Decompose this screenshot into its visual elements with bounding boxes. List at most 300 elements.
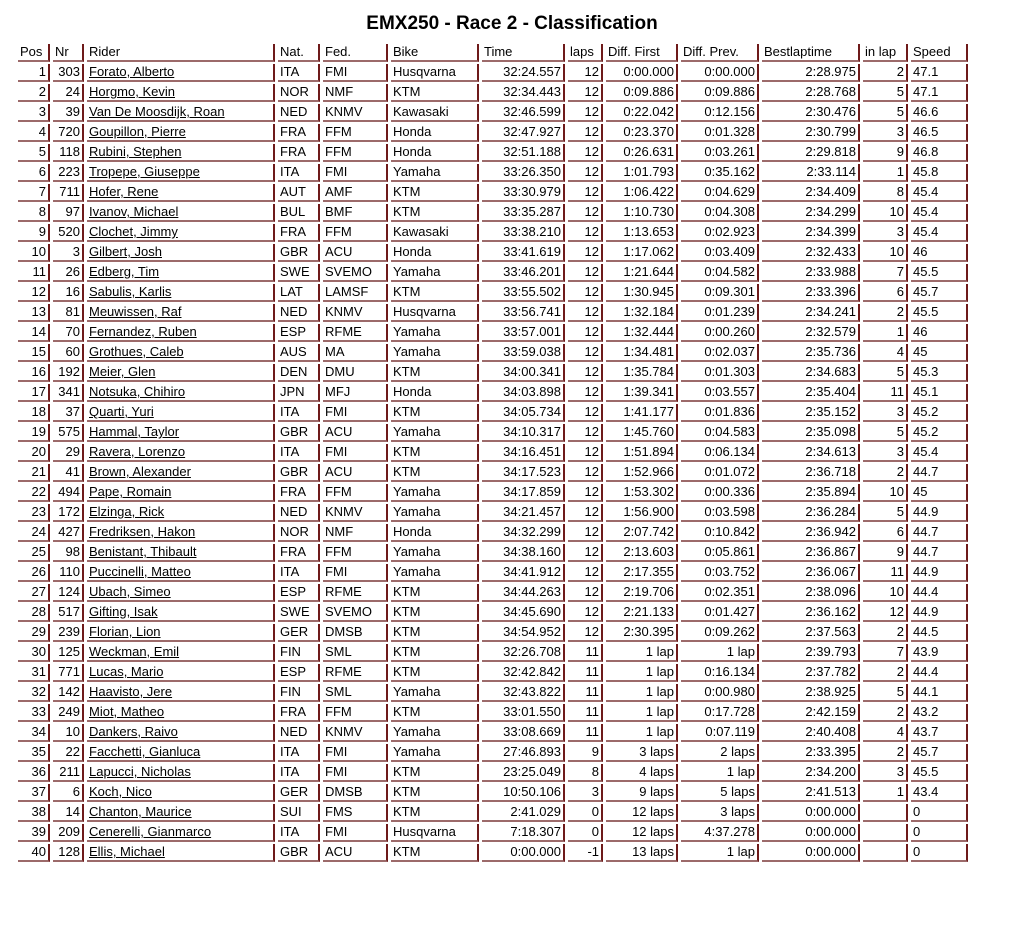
cell-laps: 12: [568, 164, 603, 182]
cell-in-lap: 3: [863, 444, 908, 462]
cell-bike: Honda: [391, 524, 479, 542]
cell-time: 23:25.049: [482, 764, 565, 782]
cell-time: 32:46.599: [482, 104, 565, 122]
cell-pos: 7: [18, 184, 50, 202]
cell-bike: Yamaha: [391, 744, 479, 762]
cell-laps: 11: [568, 724, 603, 742]
cell-nr: 37: [53, 404, 84, 422]
cell-time: 34:45.690: [482, 604, 565, 622]
cell-bestlaptime: 0:00.000: [762, 824, 860, 842]
cell-diff-first: 1:32.184: [606, 304, 678, 322]
cell-bestlaptime: 2:35.152: [762, 404, 860, 422]
cell-time: 32:47.927: [482, 124, 565, 142]
cell-time: 34:17.523: [482, 464, 565, 482]
cell-nat: SUI: [278, 804, 320, 822]
cell-nat: DEN: [278, 364, 320, 382]
cell-fed: FFM: [323, 124, 388, 142]
cell-rider: [87, 764, 275, 782]
cell-fed: DMU: [323, 364, 388, 382]
cell-laps: 3: [568, 784, 603, 802]
rider-link[interactable]: Cenerelli, Gianmarco: [89, 824, 212, 839]
cell-fed: ACU: [323, 464, 388, 482]
cell-diff-first: 9 laps: [606, 784, 678, 802]
cell-bestlaptime: 2:34.409: [762, 184, 860, 202]
cell-laps: 12: [568, 124, 603, 142]
cell-speed: 44.9: [911, 504, 968, 522]
cell-bike: Honda: [391, 384, 479, 402]
cell-diff-first: 13 laps: [606, 844, 678, 862]
cell-diff-prev: 0:16.134: [681, 664, 759, 682]
rider-link[interactable]: Sabulis, Karlis: [89, 284, 172, 299]
cell-diff-first: 0:23.370: [606, 124, 678, 142]
cell-bestlaptime: 2:35.098: [762, 424, 860, 442]
cell-rider: [87, 584, 275, 602]
cell-laps: 11: [568, 704, 603, 722]
cell-bike: KTM: [391, 604, 479, 622]
cell-time: 0:00.000: [482, 844, 565, 862]
cell-bestlaptime: 2:36.867: [762, 544, 860, 562]
cell-speed: 44.7: [911, 544, 968, 562]
cell-laps: -1: [568, 844, 603, 862]
rider-link[interactable]: Fredriksen, Hakon: [89, 524, 196, 539]
cell-laps: 12: [568, 544, 603, 562]
table-row: [18, 524, 968, 542]
cell-diff-first: 3 laps: [606, 744, 678, 762]
cell-diff-first: 12 laps: [606, 824, 678, 842]
cell-diff-prev: 0:09.262: [681, 624, 759, 642]
cell-nr: 494: [53, 484, 84, 502]
cell-laps: 12: [568, 504, 603, 522]
cell-in-lap: 12: [863, 604, 908, 622]
cell-fed: RFME: [323, 584, 388, 602]
cell-diff-first: 0:22.042: [606, 104, 678, 122]
cell-fed: SVEMO: [323, 604, 388, 622]
cell-in-lap: 5: [863, 684, 908, 702]
cell-fed: NMF: [323, 84, 388, 102]
cell-nat: AUT: [278, 184, 320, 202]
cell-fed: FMS: [323, 804, 388, 822]
cell-diff-prev: 0:03.598: [681, 504, 759, 522]
cell-laps: 12: [568, 404, 603, 422]
cell-diff-first: 4 laps: [606, 764, 678, 782]
table-row: [18, 64, 968, 82]
cell-fed: KNMV: [323, 724, 388, 742]
cell-in-lap: 5: [863, 364, 908, 382]
cell-diff-prev: 1 lap: [681, 764, 759, 782]
cell-rider: [87, 264, 275, 282]
cell-nr: 22: [53, 744, 84, 762]
rider-link[interactable]: Brown, Alexander: [89, 464, 191, 479]
cell-nat: NOR: [278, 524, 320, 542]
cell-pos: 34: [18, 724, 50, 742]
cell-pos: 18: [18, 404, 50, 422]
table-row: [18, 644, 968, 662]
cell-bike: KTM: [391, 464, 479, 482]
cell-time: 33:55.502: [482, 284, 565, 302]
cell-bike: Yamaha: [391, 724, 479, 742]
cell-rider: [87, 124, 275, 142]
cell-in-lap: 6: [863, 524, 908, 542]
rider-link[interactable]: Meier, Glen: [89, 364, 156, 379]
cell-nr: 3: [53, 244, 84, 262]
cell-nat: FRA: [278, 224, 320, 242]
table-row: [18, 484, 968, 502]
rider-link[interactable]: Chanton, Maurice: [89, 804, 192, 819]
cell-in-lap: 1: [863, 324, 908, 342]
table-row: [18, 844, 968, 862]
cell-speed: 45.5: [911, 764, 968, 782]
cell-diff-first: 2:19.706: [606, 584, 678, 602]
rider-link[interactable]: Fernandez, Ruben: [89, 324, 197, 339]
rider-link[interactable]: Rubini, Stephen: [89, 144, 182, 159]
cell-fed: FFM: [323, 544, 388, 562]
table-row: [18, 384, 968, 402]
cell-pos: 17: [18, 384, 50, 402]
cell-bestlaptime: 2:33.988: [762, 264, 860, 282]
cell-time: 33:57.001: [482, 324, 565, 342]
cell-pos: 32: [18, 684, 50, 702]
cell-bestlaptime: 2:28.768: [762, 84, 860, 102]
cell-diff-first: 1:39.341: [606, 384, 678, 402]
cell-in-lap: 5: [863, 104, 908, 122]
rider-link[interactable]: Ubach, Simeo: [89, 584, 171, 599]
cell-fed: MFJ: [323, 384, 388, 402]
column-header-diff-prev: Diff. Prev.: [681, 44, 759, 62]
cell-speed: 45.5: [911, 304, 968, 322]
cell-pos: 24: [18, 524, 50, 542]
table-row: [18, 684, 968, 702]
cell-speed: 45: [911, 484, 968, 502]
cell-fed: FMI: [323, 824, 388, 842]
cell-in-lap: 2: [863, 704, 908, 722]
rider-link[interactable]: Miot, Matheo: [89, 704, 165, 719]
cell-bestlaptime: 2:30.799: [762, 124, 860, 142]
cell-nr: 60: [53, 344, 84, 362]
cell-pos: 9: [18, 224, 50, 242]
cell-diff-prev: 0:04.583: [681, 424, 759, 442]
cell-pos: 1: [18, 64, 50, 82]
cell-speed: 45.4: [911, 224, 968, 242]
cell-time: 7:18.307: [482, 824, 565, 842]
cell-bestlaptime: 2:42.159: [762, 704, 860, 722]
cell-nat: NED: [278, 724, 320, 742]
cell-nat: GBR: [278, 464, 320, 482]
cell-speed: 43.2: [911, 704, 968, 722]
cell-nr: 39: [53, 104, 84, 122]
column-header-bestlaptime: Bestlaptime: [762, 44, 860, 62]
cell-bestlaptime: 2:36.284: [762, 504, 860, 522]
cell-fed: FMI: [323, 444, 388, 462]
cell-diff-prev: 0:09.301: [681, 284, 759, 302]
cell-nr: 70: [53, 324, 84, 342]
rider-link[interactable]: Benistant, Thibault: [89, 544, 197, 559]
cell-time: 2:41.029: [482, 804, 565, 822]
rider-link[interactable]: Pape, Romain: [89, 484, 172, 499]
cell-nat: ITA: [278, 764, 320, 782]
cell-time: 34:17.859: [482, 484, 565, 502]
cell-fed: FMI: [323, 64, 388, 82]
cell-time: 33:38.210: [482, 224, 565, 242]
rider-link[interactable]: Elzinga, Rick: [89, 504, 165, 519]
rider-link[interactable]: Edberg, Tim: [89, 264, 160, 279]
rider-link[interactable]: Gifting, Isak: [89, 604, 158, 619]
cell-pos: 20: [18, 444, 50, 462]
cell-rider: [87, 104, 275, 122]
cell-laps: 12: [568, 144, 603, 162]
cell-bike: Yamaha: [391, 264, 479, 282]
rider-link[interactable]: Facchetti, Gianluca: [89, 744, 201, 759]
cell-pos: 6: [18, 164, 50, 182]
cell-diff-first: 2:17.355: [606, 564, 678, 582]
cell-nat: SWE: [278, 264, 320, 282]
cell-laps: 0: [568, 824, 603, 842]
cell-speed: 44.1: [911, 684, 968, 702]
rider-link[interactable]: Lapucci, Nicholas: [89, 764, 191, 779]
cell-nr: 720: [53, 124, 84, 142]
cell-laps: 12: [568, 104, 603, 122]
cell-nat: ITA: [278, 824, 320, 842]
cell-bike: Husqvarna: [391, 64, 479, 82]
cell-diff-first: 1:51.894: [606, 444, 678, 462]
cell-rider: [87, 144, 275, 162]
cell-nr: 110: [53, 564, 84, 582]
cell-rider: [87, 64, 275, 82]
rider-link[interactable]: Hammal, Taylor: [89, 424, 180, 439]
cell-speed: 45: [911, 344, 968, 362]
cell-in-lap: 4: [863, 724, 908, 742]
cell-rider: [87, 424, 275, 442]
cell-pos: 3: [18, 104, 50, 122]
cell-speed: 46.8: [911, 144, 968, 162]
rider-link[interactable]: Clochet, Jimmy: [89, 224, 178, 239]
cell-nr: 517: [53, 604, 84, 622]
cell-in-lap: 3: [863, 404, 908, 422]
rider-link[interactable]: Koch, Nico: [89, 784, 152, 799]
rider-link[interactable]: Ravera, Lorenzo: [89, 444, 186, 459]
table-row: [18, 664, 968, 682]
cell-nr: 98: [53, 544, 84, 562]
cell-diff-prev: 0:02.351: [681, 584, 759, 602]
rider-link[interactable]: Horgmo, Kevin: [89, 84, 175, 99]
cell-nr: 81: [53, 304, 84, 322]
cell-diff-prev: 0:12.156: [681, 104, 759, 122]
cell-pos: 40: [18, 844, 50, 862]
cell-diff-first: 2:21.133: [606, 604, 678, 622]
cell-bike: KTM: [391, 444, 479, 462]
cell-speed: 45.2: [911, 404, 968, 422]
column-header-fed: Fed.: [323, 44, 388, 62]
rider-link[interactable]: Ellis, Michael: [89, 844, 165, 859]
cell-laps: 12: [568, 224, 603, 242]
cell-nat: ITA: [278, 564, 320, 582]
cell-bestlaptime: 2:37.563: [762, 624, 860, 642]
cell-time: 34:44.263: [482, 584, 565, 602]
rider-link[interactable]: Florian, Lion: [89, 624, 161, 639]
rider-link[interactable]: Forato, Alberto: [89, 64, 175, 79]
cell-diff-prev: 0:10.842: [681, 524, 759, 542]
cell-bike: Husqvarna: [391, 824, 479, 842]
cell-diff-prev: 0:05.861: [681, 544, 759, 562]
cell-diff-prev: 0:04.629: [681, 184, 759, 202]
cell-pos: 23: [18, 504, 50, 522]
rider-link[interactable]: Goupillon, Pierre: [89, 124, 186, 139]
rider-link[interactable]: Gilbert, Josh: [89, 244, 162, 259]
cell-rider: [87, 784, 275, 802]
cell-diff-prev: 0:04.582: [681, 264, 759, 282]
cell-laps: 12: [568, 484, 603, 502]
cell-rider: [87, 324, 275, 342]
rider-link[interactable]: Notsuka, Chihiro: [89, 384, 186, 399]
cell-diff-first: 1:30.945: [606, 284, 678, 302]
table-row: [18, 124, 968, 142]
cell-time: 34:54.952: [482, 624, 565, 642]
cell-diff-first: 1 lap: [606, 704, 678, 722]
cell-diff-first: 0:09.886: [606, 84, 678, 102]
cell-speed: 45.4: [911, 204, 968, 222]
table-row: [18, 584, 968, 602]
cell-laps: 12: [568, 264, 603, 282]
cell-diff-prev: 4:37.278: [681, 824, 759, 842]
cell-nr: 341: [53, 384, 84, 402]
cell-nr: 303: [53, 64, 84, 82]
cell-laps: 12: [568, 444, 603, 462]
rider-link[interactable]: Meuwissen, Raf: [89, 304, 182, 319]
cell-rider: [87, 164, 275, 182]
cell-diff-prev: 0:03.557: [681, 384, 759, 402]
cell-laps: 12: [568, 524, 603, 542]
rider-link[interactable]: Haavisto, Jere: [89, 684, 173, 699]
cell-in-lap: 2: [863, 64, 908, 82]
table-row: [18, 164, 968, 182]
cell-bike: Yamaha: [391, 684, 479, 702]
cell-nat: FRA: [278, 544, 320, 562]
cell-diff-first: 1:56.900: [606, 504, 678, 522]
column-header-bike: Bike: [391, 44, 479, 62]
cell-pos: 36: [18, 764, 50, 782]
cell-fed: ACU: [323, 844, 388, 862]
cell-rider: [87, 544, 275, 562]
table-row: [18, 344, 968, 362]
cell-pos: 25: [18, 544, 50, 562]
cell-pos: 22: [18, 484, 50, 502]
column-header-pos: Pos: [18, 44, 50, 62]
table-row: [18, 604, 968, 622]
cell-speed: 44.4: [911, 584, 968, 602]
cell-nat: GER: [278, 624, 320, 642]
rider-link[interactable]: Lucas, Mario: [89, 664, 164, 679]
rider-link[interactable]: Hofer, Rene: [89, 184, 159, 199]
cell-in-lap: 10: [863, 244, 908, 262]
cell-bestlaptime: 2:36.067: [762, 564, 860, 582]
cell-bestlaptime: 2:37.782: [762, 664, 860, 682]
rider-link[interactable]: Weckman, Emil: [89, 644, 180, 659]
cell-nat: JPN: [278, 384, 320, 402]
cell-nat: NED: [278, 304, 320, 322]
column-header-diff-first: Diff. First: [606, 44, 678, 62]
cell-rider: [87, 384, 275, 402]
cell-speed: 44.9: [911, 564, 968, 582]
cell-laps: 12: [568, 604, 603, 622]
table-row: [18, 824, 968, 842]
cell-pos: 35: [18, 744, 50, 762]
cell-in-lap: 4: [863, 344, 908, 362]
table-row: [18, 464, 968, 482]
cell-pos: 30: [18, 644, 50, 662]
cell-laps: 12: [568, 464, 603, 482]
cell-rider: [87, 284, 275, 302]
cell-time: 34:41.912: [482, 564, 565, 582]
cell-bestlaptime: 2:34.399: [762, 224, 860, 242]
cell-diff-first: 1:13.653: [606, 224, 678, 242]
cell-in-lap: 3: [863, 764, 908, 782]
rider-link[interactable]: Tropepe, Giuseppe: [89, 164, 200, 179]
cell-speed: 0: [911, 844, 968, 862]
cell-bestlaptime: 2:36.162: [762, 604, 860, 622]
cell-speed: 47.1: [911, 84, 968, 102]
rider-link[interactable]: Van De Moosdijk, Roan: [89, 104, 225, 119]
cell-bestlaptime: 2:32.579: [762, 324, 860, 342]
cell-nat: ESP: [278, 584, 320, 602]
rider-link[interactable]: Puccinelli, Matteo: [89, 564, 191, 579]
cell-diff-prev: 0:09.886: [681, 84, 759, 102]
column-header-in-lap: in lap: [863, 44, 908, 62]
rider-link[interactable]: Dankers, Raivo: [89, 724, 178, 739]
cell-speed: 45.7: [911, 744, 968, 762]
cell-nr: 14: [53, 804, 84, 822]
cell-diff-prev: 5 laps: [681, 784, 759, 802]
cell-laps: 12: [568, 324, 603, 342]
cell-time: 34:05.734: [482, 404, 565, 422]
cell-fed: FMI: [323, 164, 388, 182]
cell-bestlaptime: 2:36.718: [762, 464, 860, 482]
cell-time: 33:35.287: [482, 204, 565, 222]
cell-diff-prev: 0:00.260: [681, 324, 759, 342]
cell-diff-prev: 0:35.162: [681, 164, 759, 182]
cell-speed: 45.2: [911, 424, 968, 442]
table-row: [18, 284, 968, 302]
cell-time: 33:59.038: [482, 344, 565, 362]
table-row: [18, 184, 968, 202]
cell-diff-prev: 0:03.409: [681, 244, 759, 262]
cell-pos: 26: [18, 564, 50, 582]
cell-pos: 38: [18, 804, 50, 822]
cell-nr: 6: [53, 784, 84, 802]
rider-link[interactable]: Ivanov, Michael: [89, 204, 179, 219]
cell-pos: 8: [18, 204, 50, 222]
cell-rider: [87, 204, 275, 222]
cell-diff-first: 2:13.603: [606, 544, 678, 562]
rider-link[interactable]: Quarti, Yuri: [89, 404, 154, 419]
cell-in-lap: 3: [863, 124, 908, 142]
cell-bestlaptime: 2:34.241: [762, 304, 860, 322]
cell-pos: 19: [18, 424, 50, 442]
cell-bike: Yamaha: [391, 344, 479, 362]
cell-speed: 45.8: [911, 164, 968, 182]
cell-time: 33:08.669: [482, 724, 565, 742]
cell-nat: BUL: [278, 204, 320, 222]
cell-fed: KNMV: [323, 104, 388, 122]
cell-diff-first: 1:06.422: [606, 184, 678, 202]
cell-time: 33:26.350: [482, 164, 565, 182]
cell-in-lap: 1: [863, 164, 908, 182]
cell-laps: 12: [568, 204, 603, 222]
cell-laps: 11: [568, 684, 603, 702]
cell-speed: 0: [911, 824, 968, 842]
cell-in-lap: [863, 844, 908, 862]
cell-diff-prev: 3 laps: [681, 804, 759, 822]
rider-link[interactable]: Grothues, Caleb: [89, 344, 184, 359]
cell-laps: 12: [568, 64, 603, 82]
